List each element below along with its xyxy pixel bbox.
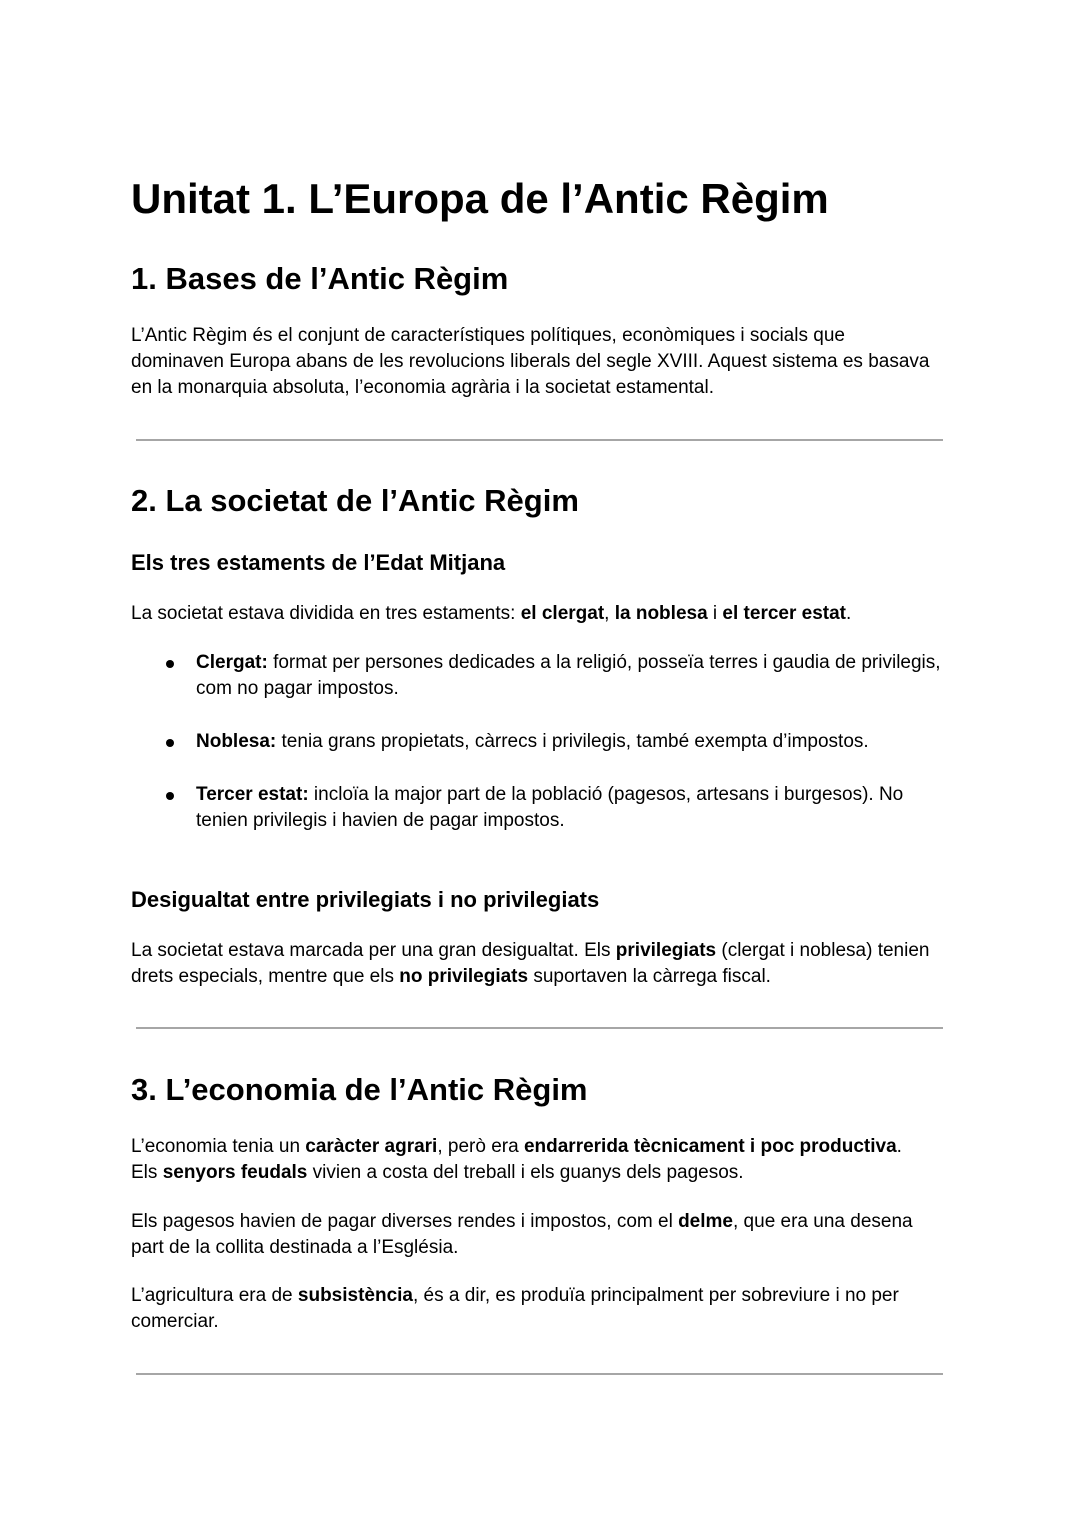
intro-text: i — [707, 603, 723, 624]
intro-bold-tercer-estat: el tercer estat — [722, 603, 846, 624]
economia-paragraph-1 — [131, 1134, 943, 1186]
section-2-heading: 2. La societat de l’Antic Règim — [131, 483, 579, 518]
horizontal-divider — [136, 1027, 943, 1029]
section-1-heading: 1. Bases de l’Antic Règim — [131, 261, 509, 296]
bullet-text — [196, 729, 946, 755]
para-text: , és a dir, es produïa principalment per sobreviure i no per comerciar. — [131, 1285, 899, 1332]
section-1-paragraph: L’Antic Règim és el conjunt de característiques polítiques, econòmiques i socials que dominaven Europa abans de les revolucions liberals del segle XVIII. Aquest sistema es basava en la monarquia absoluta, l’economia agrària i la societat estamental. — [131, 325, 930, 398]
intro-bold-clergat: el clergat — [520, 603, 605, 624]
para-bold: caràcter agrari — [305, 1136, 438, 1157]
horizontal-divider — [136, 439, 943, 441]
para-text: . — [896, 1136, 902, 1157]
intro-text: La societat estava dividida en tres estaments: — [131, 603, 521, 624]
bullet-icon — [166, 660, 174, 668]
bullet-icon — [166, 792, 174, 800]
bullet-body: format per persones dedicades a la religió, posseïa terres i gaudia de privilegis, com no pagar impostos. — [196, 652, 941, 699]
bullet-icon — [166, 739, 174, 747]
para-bold: senyors feudals — [162, 1162, 308, 1183]
bullet-body: incloïa la major part de la població (pagesos, artesans i burgesos). No tenien privilegis i havien de pagar impostos. — [196, 784, 904, 831]
para-text: Els — [131, 1162, 163, 1183]
para-text: suportaven la càrrega fiscal. — [528, 966, 771, 987]
para-bold-no-privilegiats: no privilegiats — [399, 966, 529, 987]
bullet-label: Noblesa: — [196, 731, 277, 752]
para-text: (clergat i noblesa) tenien drets especials, mentre que els — [131, 940, 930, 987]
bullet-body: tenia grans propietats, càrrecs i privilegis, també exempta d’impostos. — [276, 731, 869, 752]
para-text: , que era una desena part de la collita destinada a l’Església. — [131, 1211, 913, 1258]
economia-paragraph-2 — [131, 1209, 943, 1261]
para-bold: endarrerida tècnicament i poc productiva — [523, 1136, 897, 1157]
bullet-label: Clergat: — [196, 652, 268, 673]
bullet-text — [196, 650, 946, 702]
intro-text: , — [604, 603, 615, 624]
para-text: L’agricultura era de — [131, 1285, 298, 1306]
para-bold-delme: delme — [678, 1211, 733, 1232]
para-text: vivien a costa del treball i els guanys dels pagesos. — [307, 1162, 744, 1183]
economia-paragraph-3 — [131, 1283, 943, 1335]
section-3-heading: 3. L’economia de l’Antic Règim — [131, 1072, 588, 1107]
para-text: , però era — [437, 1136, 524, 1157]
para-text: L’economia tenia un — [131, 1136, 306, 1157]
subsection-estaments-heading: Els tres estaments de l’Edat Mitjana — [131, 550, 506, 575]
bullet-label: Tercer estat: — [196, 784, 309, 805]
para-bold-privilegiats: privilegiats — [615, 940, 717, 961]
page-title: Unitat 1. L’Europa de l’Antic Règim — [131, 175, 829, 222]
desigualtat-paragraph — [131, 938, 943, 990]
intro-text: . — [846, 603, 852, 624]
para-text: Els pagesos havien de pagar diverses rendes i impostos, com el — [131, 1211, 679, 1232]
para-text: La societat estava marcada per una gran desigualtat. Els — [131, 940, 616, 961]
estaments-intro — [131, 601, 943, 627]
para-bold-subsistencia: subsistència — [297, 1285, 413, 1306]
horizontal-divider — [136, 1373, 943, 1375]
intro-bold-noblesa: la noblesa — [614, 603, 708, 624]
bullet-text — [196, 782, 946, 834]
subsection-desigualtat-heading: Desigualtat entre privilegiats i no privilegiats — [131, 887, 600, 912]
